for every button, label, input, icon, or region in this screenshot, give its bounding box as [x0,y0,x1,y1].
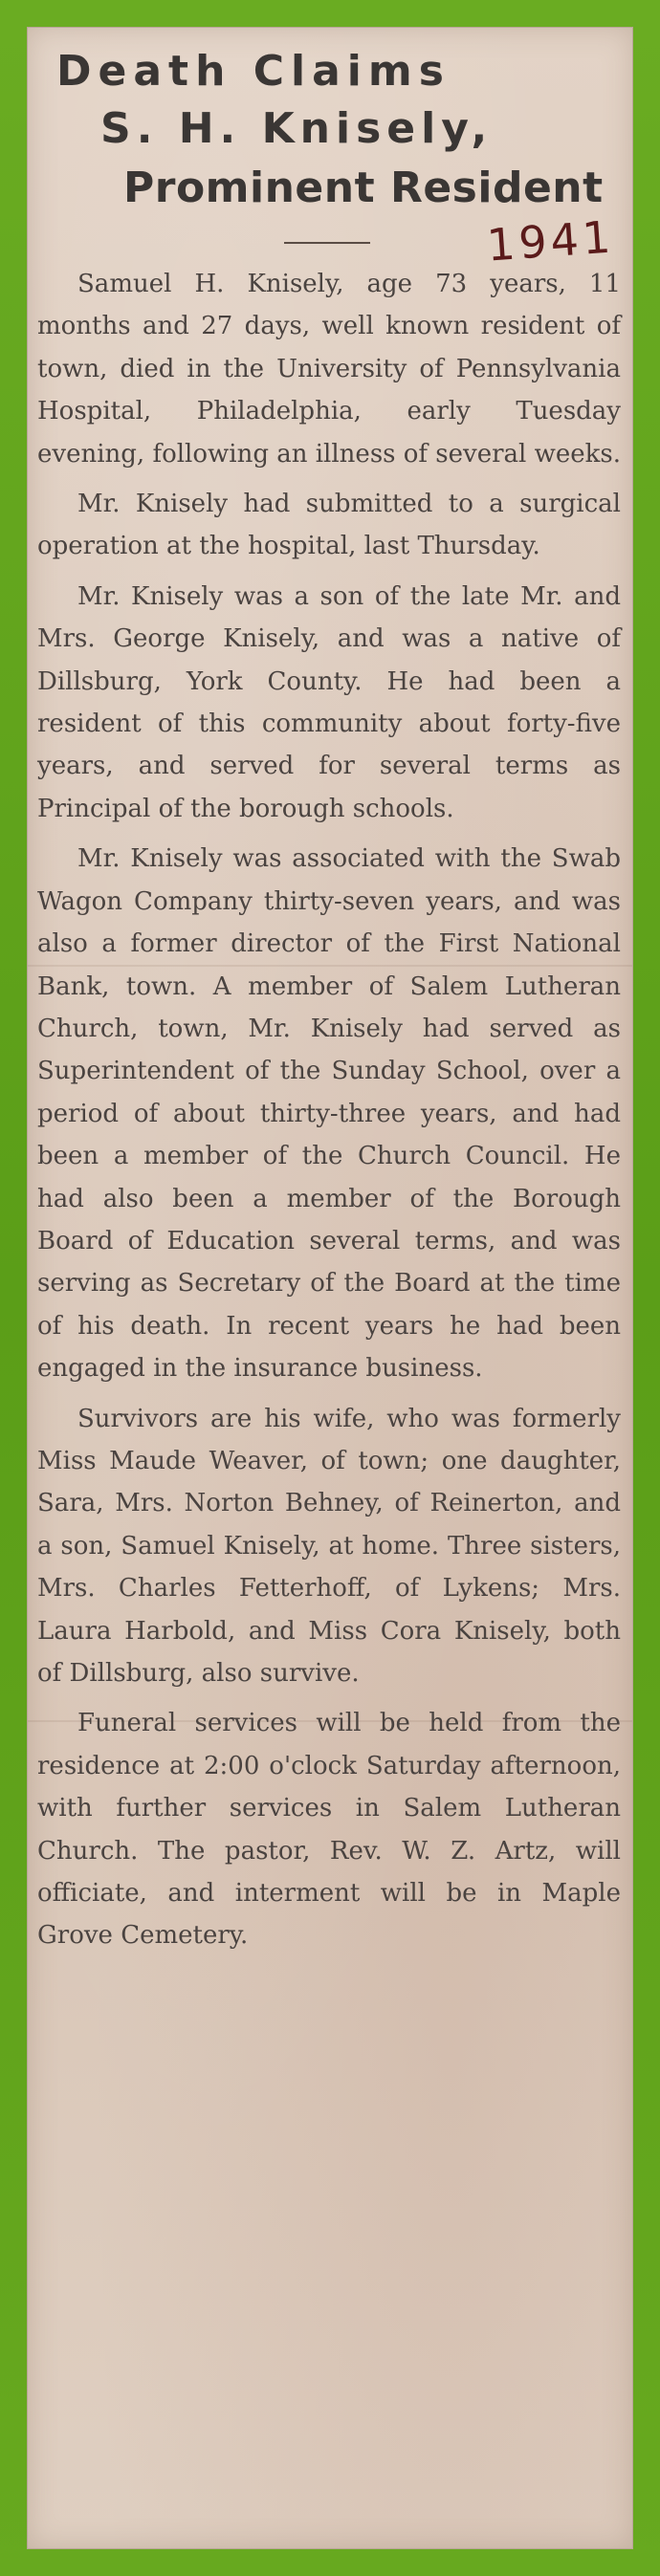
paragraph-funeral: Funeral services will be held from the residence at 2:00 o'clock Saturday afternoon, with further services in Salem Lutheran Church. The pastor, Rev. W. Z. Artz, will officiate, and interment will be in Maple Grove Cemetery. [37,1709,621,1951]
paragraph-operation: Mr. Knisely had submitted to a surgical operation at the hospital, last Thursday. [37,490,621,561]
newspaper-clipping [27,27,633,2549]
paragraph-background: Mr. Knisely was a son of the late Mr. and Mrs. George Knisely, and was a native of Dillsburg, York County. He had been a resident of this community about forty-five years, and served for several terms as Principal of the borough schools. [37,581,621,823]
article-body [37,263,621,1965]
paragraph-death-notice: Samuel H. Knisely, age 73 years, 11 months and 27 days, well known resident of town, died in the University of Pennsylvania Hospital, Philadelphia, early Tuesday evening, following an illness of several weeks. [37,270,622,469]
paragraph-career: Mr. Knisely was associated with the Swab Wagon Company thirty-seven years, and was also a former director of the First National Bank, town. A member of Salem Lutheran Church, town, Mr. Knisely had served as Superintendent of the Sunday School, over a period of about thirty-three years, and had been a member of the Church Council. He had also been a member of the Borough Board of Education several terms, and was serving as Secretary of the Board at the time of his death. In recent years he had been engaged in the insurance business. [37,844,621,1384]
headline-line-1: Death Claims [56,47,451,96]
headline-rule [284,242,370,244]
headline-line-2: S. H. Knisely, [100,104,494,153]
headline-line-3: Prominent Resident [123,164,604,212]
handwritten-year: 1941 [485,210,616,272]
paragraph-survivors: Survivors are his wife, who was formerly Miss Maude Weaver, of town; one daughter, Sara, Mrs. Norton Behney, of Reinerton, and a son, Samuel Knisely, at home. Three sisters, Mrs. Charles Fetterhoff, of Lykens; Mrs. Laura Harbold, and Miss Cora Knisely, both of Dillsburg, also survive. [37,1404,621,1688]
